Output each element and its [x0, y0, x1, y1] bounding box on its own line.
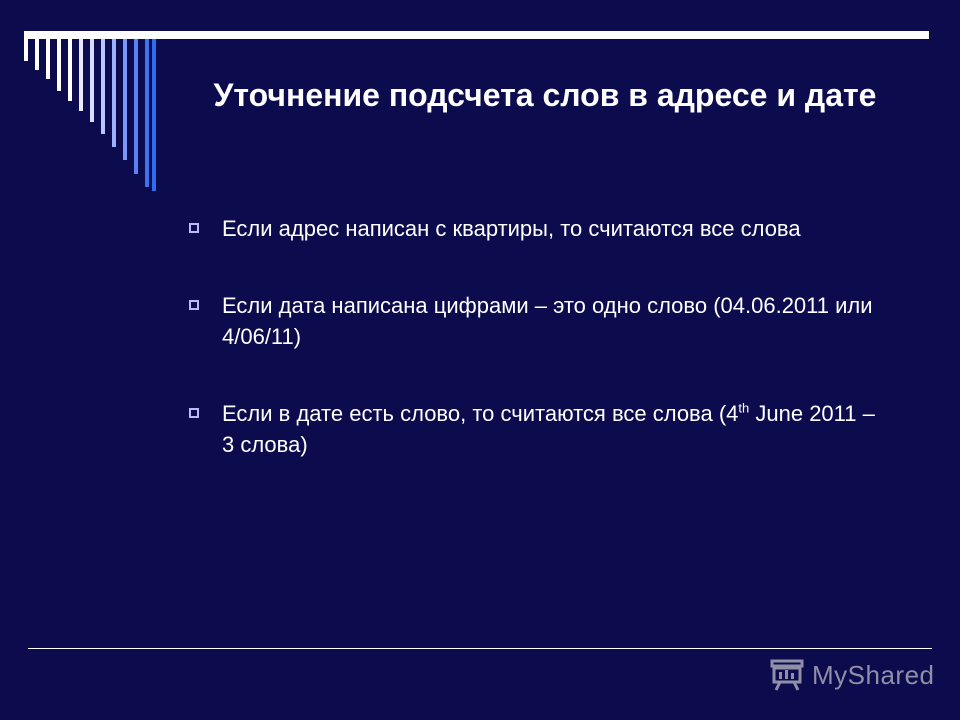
stripe	[152, 39, 156, 191]
presentation-board-icon	[768, 654, 806, 697]
watermark-label: MyShared	[812, 659, 935, 690]
stripe	[134, 39, 138, 174]
bullet-list	[187, 213, 877, 506]
bullet-text	[222, 401, 875, 457]
decorative-stripes	[0, 0, 170, 200]
square-bullet-icon	[189, 300, 199, 310]
bullet-item	[187, 213, 877, 244]
slide-title: Уточнение подсчета слов в адресе и дате	[213, 77, 877, 113]
bullet-text-part: June 2011 – 3 слова)	[222, 401, 875, 457]
stripe	[68, 39, 72, 101]
stripe	[123, 39, 127, 160]
bullet-text: Если дата написана цифрами – это одно слово (04.06.2011 или 4/06/11)	[222, 293, 873, 349]
stripe	[90, 39, 94, 122]
bullet-item	[187, 290, 877, 352]
bullet-text: Если адрес написан с квартиры, то считаются все слова	[222, 216, 801, 241]
stripe	[46, 39, 50, 79]
stripe	[57, 39, 61, 91]
stripe	[112, 39, 116, 147]
stripe	[101, 39, 105, 134]
bullet-text-part: Если в дате есть слово, то считаются все слова (4	[222, 401, 739, 426]
bottom-rule	[28, 648, 932, 649]
stripe	[35, 39, 39, 70]
stripe	[145, 39, 149, 187]
bullet-item	[187, 398, 877, 460]
square-bullet-icon	[189, 223, 199, 233]
square-bullet-icon	[189, 408, 199, 418]
stripe	[24, 39, 28, 61]
ordinal-suffix: th	[738, 400, 750, 416]
stripe	[79, 39, 83, 111]
watermark	[768, 655, 935, 695]
